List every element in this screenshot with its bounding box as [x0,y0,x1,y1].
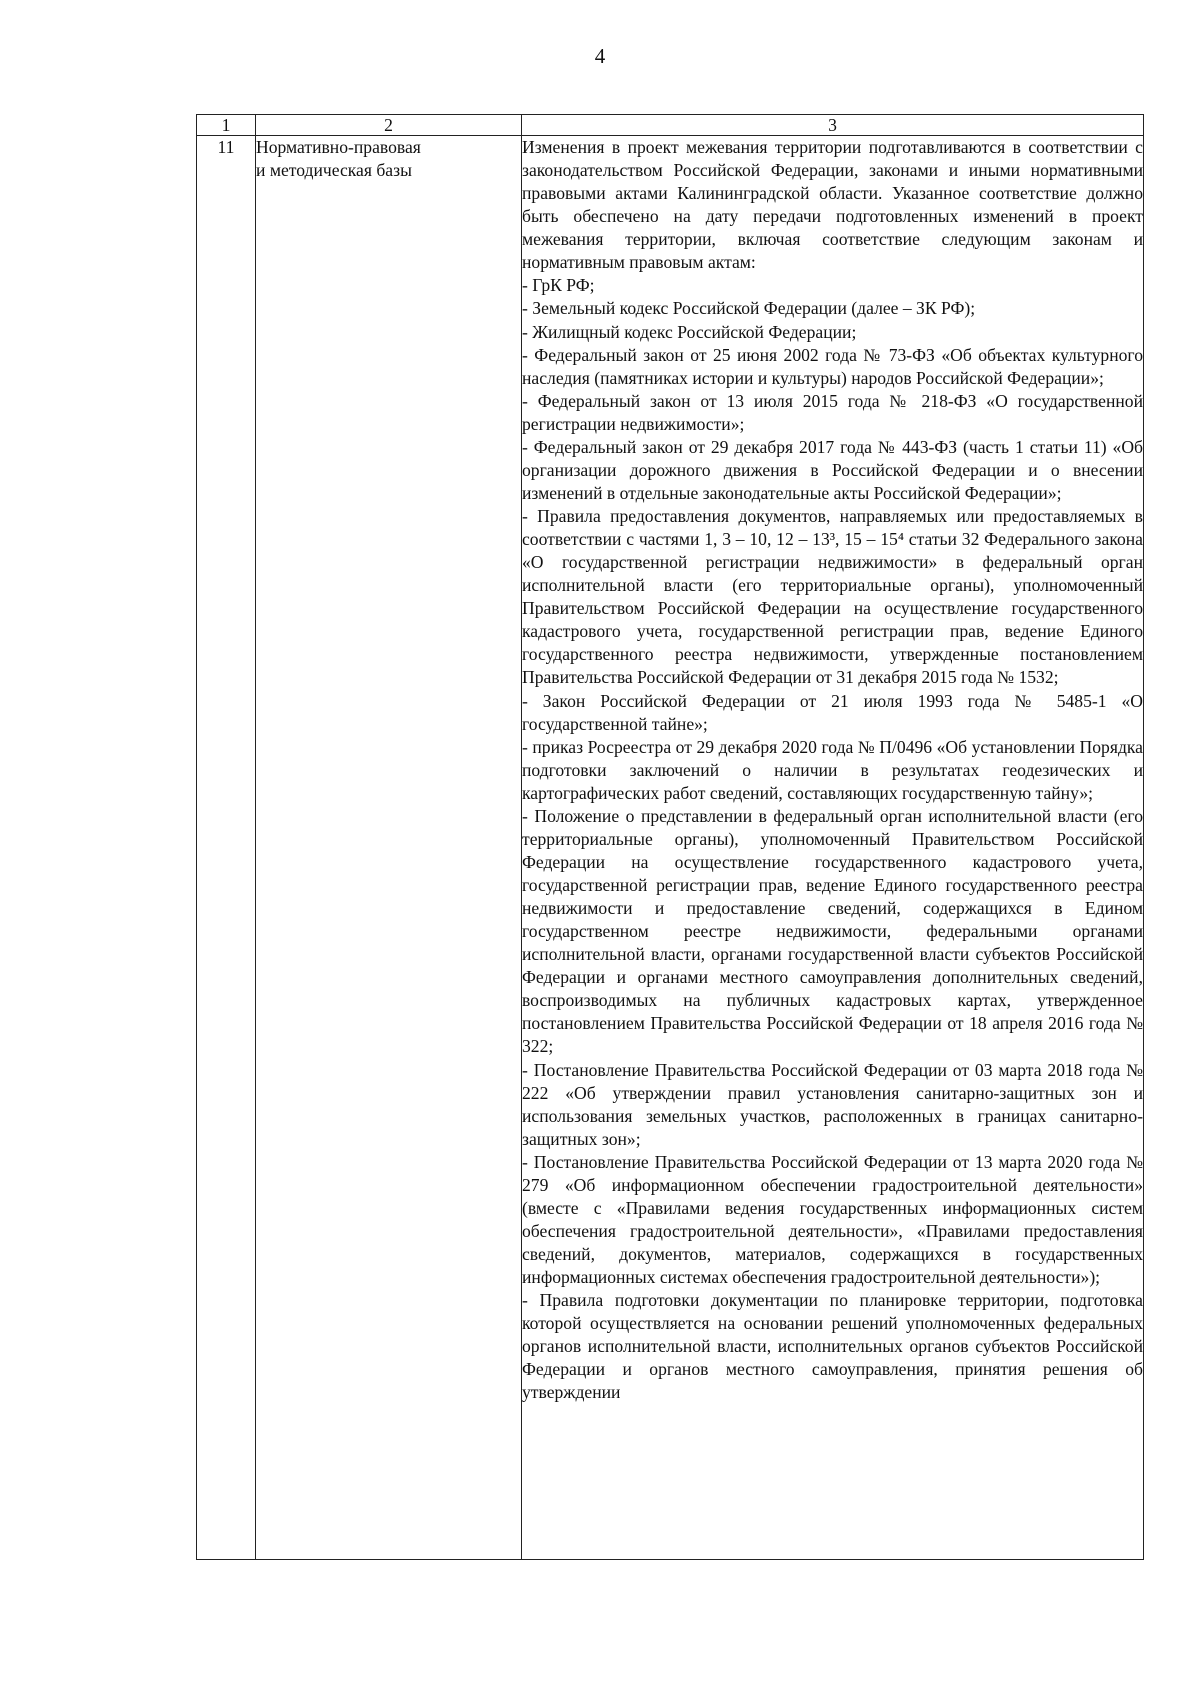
list-item: - Правила предоставления документов, направляемых или предоставляемых в соответствии с частями 1, 3 – 10, 12 – 13³, 15 – 15⁴ статьи 32 Федерального закона «О государственной регистрации недвижимости» в федеральный орган исполнительной власти (его территориальные органы), уполномоченный Правительством Российской Федерации на осуществление государственного кадастрового учета, государственной регистрации прав, ведение Единого государственного реестра недвижимости, утвержденные постановлением Правительства Российской Федерации от 31 декабря 2015 года № 1532; [522,506,1143,688]
table-header-row [197,115,1144,136]
column-header-2: 2 [256,115,522,136]
list-item: - Правила подготовки документации по планировке территории, подготовка которой осуществляется на основании решений уполномоченных федеральных органов исполнительной власти, исполнительных органов субъектов Российской Федерации и органов местного самоуправления, принятия решения об утверждении [522,1290,1143,1403]
list-item: - Жилищный кодекс Российской Федерации; [522,321,857,342]
list-item: - Закон Российской Федерации от 21 июля 1993 года № 5485-1 «О государственной тайне»; [522,690,1143,734]
row-name-line: Нормативно-правовая [256,137,421,157]
list-item: - Положение о представлении в федеральный орган исполнительной власти (его территориальные органы), уполномоченный Правительством Российской Федерации на осуществление государственного кадастрового учета, государственной регистрации прав, ведение Единого государственного реестра недвижимости и предоставление сведений, содержащихся в Едином государственном реестре недвижимости, федеральными органами исполнительной власти, органами государственной власти субъектов Российской Федерации и органами местного самоуправления дополнительных сведений, воспроизводимых на публичных кадастровых картах, утвержденное постановлением Правительства Российской Федерации от 18 апреля 2016 года № 322; [522,805,1143,1057]
row-content [522,136,1144,1560]
list-item: - ГрК РФ; [522,275,595,296]
row-number: 11 [197,136,256,1560]
list-item: - Федеральный закон от 29 декабря 2017 года № 443-ФЗ (часть 1 статьи 11) «Об организации дорожного движения в Российской Федерации и о внесении изменений в отдельные законодательные акты Российской Федерации»; [522,436,1143,503]
row-name-line: и методическая базы [256,160,412,181]
list-item: - Земельный кодекс Российской Федерации (далее – ЗК РФ); [522,298,976,319]
table-row [197,136,1144,1560]
list-item: - Постановление Правительства Российской Федерации от 13 марта 2020 года № 279 «Об информационном обеспечении градостроительной деятельности» (вместе с «Правилами ведения государственных информационных систем обеспечения градостроительной деятельности», «Правилами предоставления сведений, документов, материалов, содержащихся в государственных информационных системах обеспечения градостроительной деятельности»); [522,1151,1143,1288]
list-item: - Федеральный закон от 13 июля 2015 года № 218-ФЗ «О государственной регистрации недвижимости»; [522,390,1143,434]
page-number: 4 [594,44,606,68]
row-name [256,136,522,1560]
list-item: - Постановление Правительства Российской Федерации от 03 марта 2018 года № 222 «Об утверждении правил установления санитарно-защитных зон и использования земельных участков, расположенных в границах санитарно-защитных зон»; [522,1059,1143,1149]
column-header-3: 3 [522,115,1144,136]
list-item: - Федеральный закон от 25 июня 2002 года № 73-ФЗ «Об объектах культурного наследия (памятниках истории и культуры) народов Российской Федерации»; [522,344,1143,388]
list-item: - приказ Росреестра от 29 декабря 2020 года № П/0496 «Об установлении Порядка подготовки заключений о наличии в результатах геодезических и картографических работ сведений, составляющих государственную тайну»; [522,736,1143,803]
paragraph-intro: Изменения в проект межевания территории подготавливаются в соответствии с законодательством Российской Федерации, законами и иными нормативными правовыми актами Калининградской области. Указанное соответствие должно быть обеспечено на дату передачи подготовленных изменений в проект межевания территории, включая соответствие следующим законам и нормативным правовым актам: [522,137,1143,273]
column-header-1: 1 [197,115,256,136]
requirements-table [196,114,1144,1560]
